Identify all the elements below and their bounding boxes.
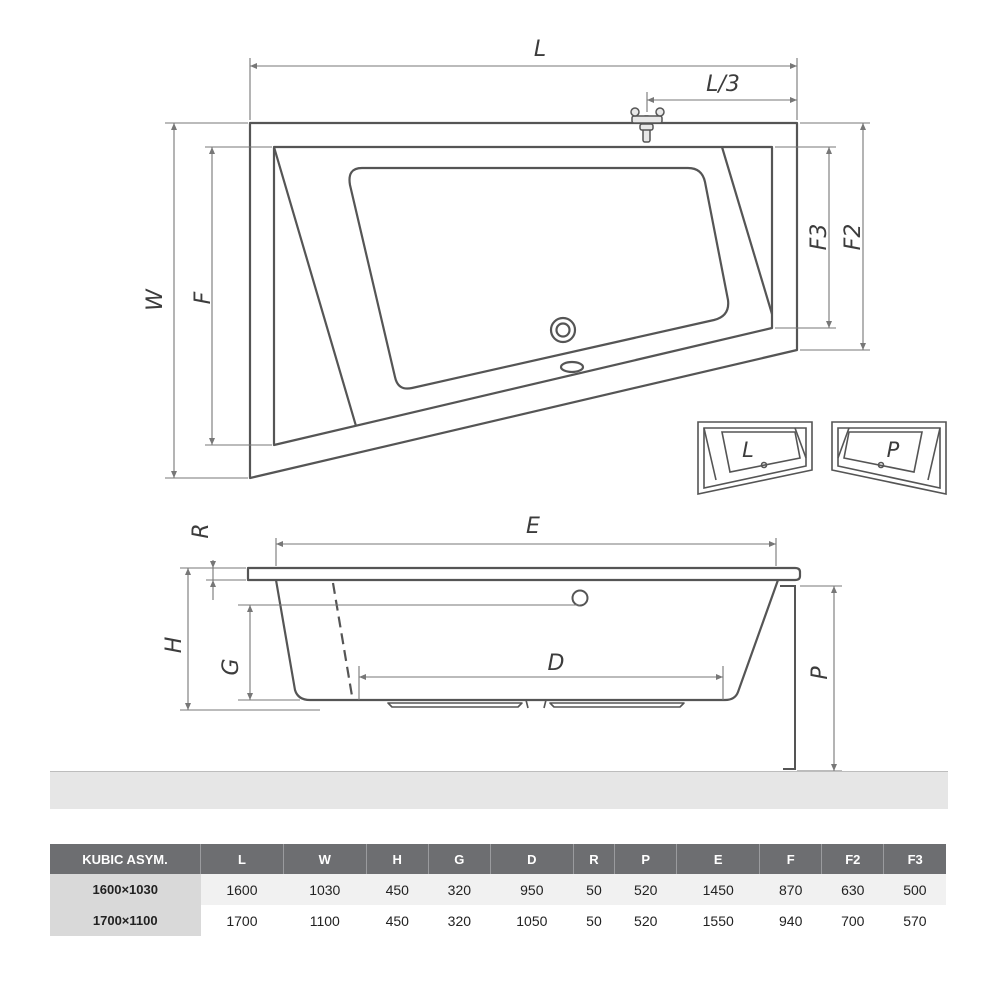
table-cell: 700: [822, 905, 884, 936]
panel-dash-line: [333, 583, 352, 696]
dim-label-f: F: [191, 291, 216, 305]
table-cell-model: 1700×1100: [50, 905, 201, 936]
table-cell: 50: [573, 874, 614, 905]
table-header: F2: [822, 844, 884, 874]
table-header: L: [201, 844, 284, 874]
table-cell: 520: [615, 905, 677, 936]
table-header: W: [283, 844, 366, 874]
tub-top-view: [250, 123, 797, 478]
dim-label-p: P: [808, 666, 833, 680]
variant-label-right: P: [886, 438, 900, 462]
table-cell: 630: [822, 874, 884, 905]
table-cell: 1700: [201, 905, 284, 936]
drain-icon: [551, 318, 575, 342]
table-row: [50, 905, 946, 936]
table-header-row: [50, 844, 946, 874]
dimension-table: [50, 844, 946, 936]
table-cell: 570: [884, 905, 946, 936]
table-cell: 1050: [490, 905, 573, 936]
table-header: R: [573, 844, 614, 874]
table-header: G: [428, 844, 490, 874]
table-header: P: [615, 844, 677, 874]
dim-label-r: R: [189, 523, 214, 539]
floor-band: [50, 771, 948, 809]
table-header: F: [760, 844, 822, 874]
table-cell: 1600: [201, 874, 284, 905]
dim-label-d: D: [547, 651, 565, 676]
faucet-icon: [631, 108, 664, 142]
dim-label-w: W: [143, 289, 168, 311]
variant-label-left: L: [742, 438, 754, 462]
dim-label-l3: L/3: [706, 72, 740, 97]
panel-outline: [780, 586, 795, 769]
table-cell: 450: [366, 905, 428, 936]
table-header: KUBIC ASYM.: [50, 844, 201, 874]
table-cell: 940: [760, 905, 822, 936]
dim-label-e: E: [526, 514, 540, 539]
table-row: [50, 874, 946, 905]
table-header: D: [490, 844, 573, 874]
table-cell: 1450: [677, 874, 760, 905]
dim-label-h: H: [162, 636, 187, 654]
table-cell: 520: [615, 874, 677, 905]
table-cell: 320: [428, 874, 490, 905]
table-header: E: [677, 844, 760, 874]
table-cell-model: 1600×1030: [50, 874, 201, 905]
dim-label-g: G: [219, 658, 244, 676]
table-cell: 1030: [283, 874, 366, 905]
table-cell: 320: [428, 905, 490, 936]
table-header: H: [366, 844, 428, 874]
dim-label-f3: F3: [807, 223, 832, 251]
dim-label-f2: F2: [841, 223, 866, 251]
table-cell: 50: [573, 905, 614, 936]
table-header: F3: [884, 844, 946, 874]
table-cell: 1550: [677, 905, 760, 936]
tub-side-view: [248, 568, 800, 708]
overflow-side-icon: [573, 591, 588, 606]
table-cell: 1100: [283, 905, 366, 936]
variant-left-thumbnail: [698, 422, 812, 494]
overflow-icon: [561, 362, 583, 372]
table-cell: 450: [366, 874, 428, 905]
table-cell: 500: [884, 874, 946, 905]
dim-label-l: L: [533, 37, 547, 62]
table-cell: 870: [760, 874, 822, 905]
table-cell: 950: [490, 874, 573, 905]
